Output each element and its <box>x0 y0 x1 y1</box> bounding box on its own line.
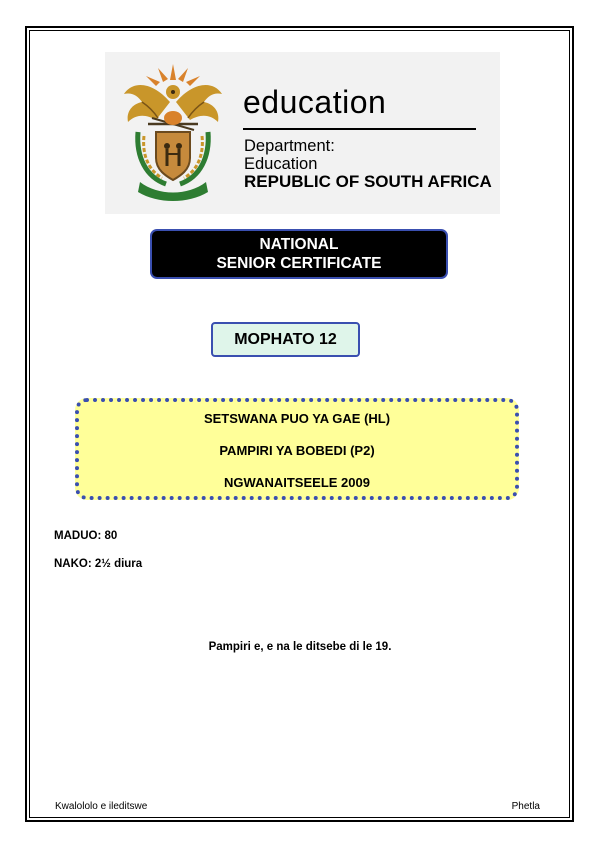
time-info: NAKO: 2½ diura <box>54 558 143 570</box>
certificate-line-2: SENIOR CERTIFICATE <box>216 255 382 272</box>
grade-label: MOPHATO 12 <box>234 330 337 348</box>
shield <box>156 132 190 180</box>
coat-of-arms-logo <box>118 62 228 202</box>
page-count-note: Pampiri e, e na le ditsebe di le 19. <box>208 641 392 653</box>
certificate-line-1: NATIONAL <box>259 236 339 253</box>
subject-name: SETSWANA PUO YA GAE (HL) <box>203 411 391 426</box>
country-name: REPUBLIC OF SOUTH AFRICA <box>244 172 492 191</box>
department-name: Education <box>244 155 318 173</box>
right-wing <box>176 85 222 122</box>
wordmark-rule <box>243 128 476 130</box>
certificate-title-box <box>150 229 448 279</box>
footer-copyright: Kwalololo e ileditswe <box>55 801 148 812</box>
left-wing <box>124 85 170 122</box>
department-label: Department: <box>244 137 335 155</box>
motto-ribbon <box>138 182 208 201</box>
footer-turn-over: Phetla <box>511 801 540 812</box>
education-wordmark: education <box>243 84 387 120</box>
exam-session: NGWANAITSEELE 2009 <box>224 475 370 490</box>
grade-box <box>211 322 360 357</box>
paper-number: PAMPIRI YA BOBEDI (P2) <box>219 443 375 458</box>
sun-rays <box>146 64 200 86</box>
marks-info: MADUO: 80 <box>54 530 118 542</box>
subject-box <box>75 398 519 500</box>
